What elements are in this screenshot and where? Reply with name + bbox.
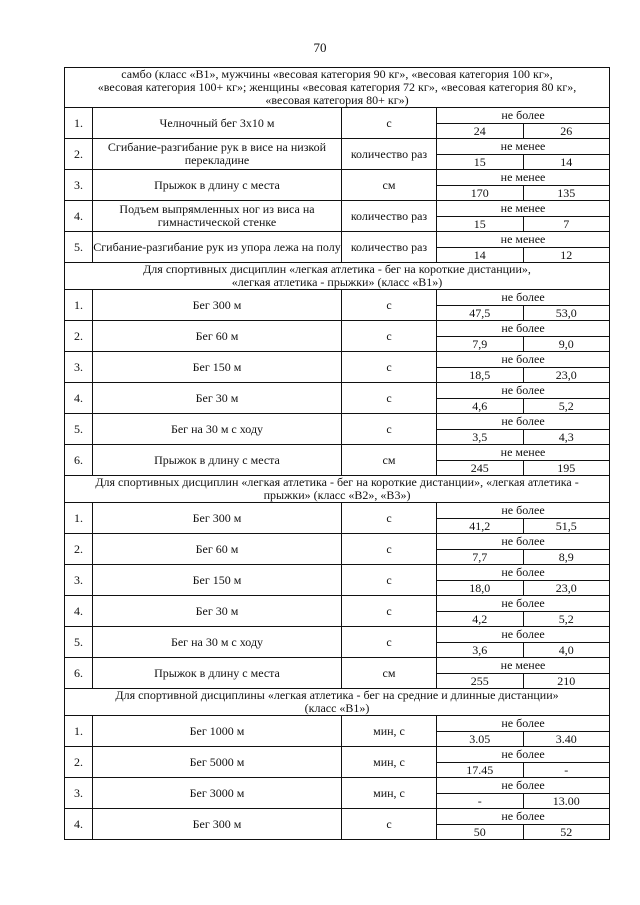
norm-condition: не более — [437, 596, 609, 612]
norm-condition: не менее — [437, 139, 609, 155]
exercise-name: Подъем выпрямленных ног из виса на гимнастической стенке — [93, 201, 342, 232]
row-number: 3. — [65, 778, 93, 809]
exercise-name: Прыжок в длину с места — [93, 170, 342, 201]
norm-value-female: 14 — [523, 155, 610, 169]
norm-value-male: 245 — [470, 461, 489, 475]
norm-values-cell — [437, 534, 610, 565]
row-number: 2. — [65, 747, 93, 778]
section-header-row — [65, 476, 610, 503]
table-row — [65, 658, 610, 689]
exercise-name: Бег 300 м — [93, 290, 342, 321]
norm-values-cell — [437, 503, 610, 534]
row-number: 6. — [65, 445, 93, 476]
section-header-line: Для спортивных дисциплин «легкая атлетика - бег на короткие дистанции», «легкая атлетика - — [95, 475, 579, 489]
norm-value-male: 4,6 — [472, 399, 488, 413]
norm-values-cell — [437, 170, 610, 201]
section-header-line: (класс «В1») — [304, 701, 370, 715]
exercise-name: Бег 3000 м — [93, 778, 342, 809]
norm-value-male: 7,7 — [472, 550, 488, 564]
table-row — [65, 627, 610, 658]
norm-value-male: 47,5 — [469, 306, 491, 320]
row-number: 4. — [65, 201, 93, 232]
norm-value-male: 170 — [470, 186, 489, 200]
norm-values-cell — [437, 565, 610, 596]
norm-value-male: 4,2 — [472, 612, 488, 626]
norm-condition: не менее — [437, 445, 609, 461]
row-number: 3. — [65, 170, 93, 201]
norm-condition: не более — [437, 747, 609, 763]
norm-value-male: 18,0 — [469, 581, 491, 595]
section-header-line: «весовая категория 80+ кг») — [265, 93, 409, 107]
norm-values-cell — [437, 290, 610, 321]
norm-values-cell — [437, 658, 610, 689]
norm-value-male: 18,5 — [469, 368, 491, 382]
exercise-name: Бег 150 м — [93, 565, 342, 596]
norm-values-cell — [437, 108, 610, 139]
unit-cell: мин, с — [342, 716, 437, 747]
norms-table-body — [65, 68, 610, 840]
exercise-name: Бег 30 м — [93, 596, 342, 627]
norm-values-cell — [437, 201, 610, 232]
norm-values-cell — [437, 232, 610, 263]
row-number: 1. — [65, 503, 93, 534]
exercise-name: Сгибание-разгибание рук в висе на низкой перекладине — [93, 139, 342, 170]
row-number: 5. — [65, 627, 93, 658]
row-number: 4. — [65, 383, 93, 414]
table-row — [65, 139, 610, 170]
norm-condition: не более — [437, 108, 609, 124]
norm-value-female: 5,2 — [523, 612, 610, 626]
table-row — [65, 747, 610, 778]
norm-values-cell — [437, 809, 610, 840]
row-number: 1. — [65, 290, 93, 321]
norm-value-female: 4,0 — [523, 643, 610, 657]
norm-values-cell — [437, 747, 610, 778]
exercise-name: Прыжок в длину с места — [93, 658, 342, 689]
norm-condition: не более — [437, 534, 609, 550]
norm-value-female: 53,0 — [523, 306, 610, 320]
norm-value-female: - — [523, 763, 610, 777]
section-header-line: «легкая атлетика - прыжки» (класс «В1») — [231, 275, 443, 289]
norm-values-cell — [437, 778, 610, 809]
exercise-name: Бег на 30 м с ходу — [93, 414, 342, 445]
row-number: 2. — [65, 139, 93, 170]
table-row — [65, 596, 610, 627]
norm-condition: не более — [437, 503, 609, 519]
table-row — [65, 414, 610, 445]
norm-value-female: 210 — [523, 674, 610, 688]
unit-cell: количество раз — [342, 232, 437, 263]
norm-value-female: 13.00 — [523, 794, 610, 808]
row-number: 3. — [65, 352, 93, 383]
exercise-name: Бег 300 м — [93, 809, 342, 840]
unit-cell: с — [342, 414, 437, 445]
unit-cell: с — [342, 352, 437, 383]
norm-values-cell — [437, 627, 610, 658]
exercise-name: Бег 60 м — [93, 534, 342, 565]
unit-cell: с — [342, 290, 437, 321]
table-row — [65, 716, 610, 747]
norm-value-male: 41,2 — [469, 519, 491, 533]
norm-value-female: 51,5 — [523, 519, 610, 533]
row-number: 2. — [65, 321, 93, 352]
unit-cell: с — [342, 321, 437, 352]
norm-value-female: 3.40 — [523, 732, 610, 746]
norm-values-cell — [437, 716, 610, 747]
section-header-row — [65, 68, 610, 108]
section-header-row — [65, 263, 610, 290]
norm-condition: не более — [437, 414, 609, 430]
section-header — [65, 263, 610, 290]
section-header-line: самбо (класс «В1», мужчины «весовая категория 90 кг», «весовая категория 100 кг», — [121, 67, 553, 81]
norm-value-female: 12 — [523, 248, 610, 262]
unit-cell: с — [342, 383, 437, 414]
row-number: 5. — [65, 232, 93, 263]
norm-value-male: 3.05 — [469, 732, 491, 746]
section-header-line: Для спортивных дисциплин «легкая атлетика - бег на короткие дистанции», — [143, 262, 531, 276]
exercise-name: Бег на 30 м с ходу — [93, 627, 342, 658]
norm-condition: не более — [437, 627, 609, 643]
norm-condition: не менее — [437, 232, 609, 248]
norm-value-female: 23,0 — [523, 368, 610, 382]
section-header-row — [65, 689, 610, 716]
table-row — [65, 534, 610, 565]
unit-cell: мин, с — [342, 747, 437, 778]
unit-cell: с — [342, 565, 437, 596]
unit-cell: с — [342, 503, 437, 534]
norm-value-female: 5,2 — [523, 399, 610, 413]
norm-condition: не более — [437, 290, 609, 306]
exercise-name: Бег 300 м — [93, 503, 342, 534]
table-row — [65, 445, 610, 476]
norm-value-female: 9,0 — [523, 337, 610, 351]
norm-values-cell — [437, 445, 610, 476]
unit-cell: мин, с — [342, 778, 437, 809]
table-row — [65, 778, 610, 809]
section-header — [65, 689, 610, 716]
norm-value-female: 52 — [523, 825, 610, 839]
table-row — [65, 170, 610, 201]
norm-value-female: 23,0 — [523, 581, 610, 595]
norm-value-male: 50 — [473, 825, 486, 839]
norm-value-male: 3,5 — [472, 430, 488, 444]
norm-value-female: 26 — [523, 124, 610, 138]
unit-cell: с — [342, 596, 437, 627]
table-row — [65, 383, 610, 414]
table-row — [65, 232, 610, 263]
norm-value-male: 15 — [473, 217, 486, 231]
norm-condition: не более — [437, 778, 609, 794]
unit-cell: см — [342, 445, 437, 476]
norm-condition: не более — [437, 716, 609, 732]
norm-value-male: 24 — [473, 124, 486, 138]
unit-cell: количество раз — [342, 201, 437, 232]
unit-cell: см — [342, 170, 437, 201]
norms-table — [64, 67, 610, 840]
unit-cell: с — [342, 108, 437, 139]
row-number: 1. — [65, 716, 93, 747]
norm-value-female: 135 — [523, 186, 610, 200]
table-row — [65, 321, 610, 352]
section-header — [65, 476, 610, 503]
unit-cell: с — [342, 534, 437, 565]
norm-value-male: 15 — [473, 155, 486, 169]
norm-value-female: 4,3 — [523, 430, 610, 444]
exercise-name: Бег 1000 м — [93, 716, 342, 747]
row-number: 4. — [65, 809, 93, 840]
norm-value-female: 7 — [523, 217, 610, 231]
norm-condition: не менее — [437, 170, 609, 186]
row-number: 4. — [65, 596, 93, 627]
section-header-line: прыжки» (класс «В2», «В3») — [263, 488, 411, 502]
section-header-line: «весовая категория 100+ кг»; женщины «весовая категория 72 кг», «весовая категория 80 кг», — [97, 80, 577, 94]
norm-value-male: 7,9 — [472, 337, 488, 351]
norm-value-male: 3,6 — [472, 643, 488, 657]
norm-condition: не более — [437, 383, 609, 399]
norm-condition: не менее — [437, 658, 609, 674]
table-row — [65, 352, 610, 383]
norm-condition: не менее — [437, 201, 609, 217]
norm-values-cell — [437, 596, 610, 627]
norm-values-cell — [437, 414, 610, 445]
norm-value-female: 195 — [523, 461, 610, 475]
unit-cell: см — [342, 658, 437, 689]
table-row — [65, 565, 610, 596]
table-row — [65, 108, 610, 139]
norm-condition: не более — [437, 809, 609, 825]
exercise-name: Сгибание-разгибание рук из упора лежа на полу — [93, 232, 342, 263]
norm-value-male: - — [477, 794, 482, 808]
exercise-name: Бег 150 м — [93, 352, 342, 383]
row-number: 2. — [65, 534, 93, 565]
exercise-name: Бег 30 м — [93, 383, 342, 414]
table-row — [65, 201, 610, 232]
norm-value-male: 14 — [473, 248, 486, 262]
norm-value-female: 8,9 — [523, 550, 610, 564]
exercise-name: Бег 60 м — [93, 321, 342, 352]
norm-condition: не более — [437, 321, 609, 337]
exercise-name: Прыжок в длину с места — [93, 445, 342, 476]
row-number: 6. — [65, 658, 93, 689]
unit-cell: с — [342, 627, 437, 658]
norm-values-cell — [437, 352, 610, 383]
table-row — [65, 503, 610, 534]
unit-cell: количество раз — [342, 139, 437, 170]
row-number: 3. — [65, 565, 93, 596]
section-header-line: Для спортивной дисциплины «легкая атлетика - бег на средние и длинные дистанции» — [115, 688, 559, 702]
norm-values-cell — [437, 321, 610, 352]
unit-cell: с — [342, 809, 437, 840]
page-number: 70 — [313, 40, 327, 55]
norm-values-cell — [437, 383, 610, 414]
table-row — [65, 290, 610, 321]
norm-value-male: 255 — [470, 674, 489, 688]
norm-condition: не более — [437, 352, 609, 368]
norm-value-male: 17.45 — [466, 763, 494, 777]
exercise-name: Бег 5000 м — [93, 747, 342, 778]
norm-condition: не более — [437, 565, 609, 581]
section-header — [65, 68, 610, 108]
row-number: 1. — [65, 108, 93, 139]
norm-values-cell — [437, 139, 610, 170]
table-row — [65, 809, 610, 840]
row-number: 5. — [65, 414, 93, 445]
exercise-name: Челночный бег 3х10 м — [93, 108, 342, 139]
